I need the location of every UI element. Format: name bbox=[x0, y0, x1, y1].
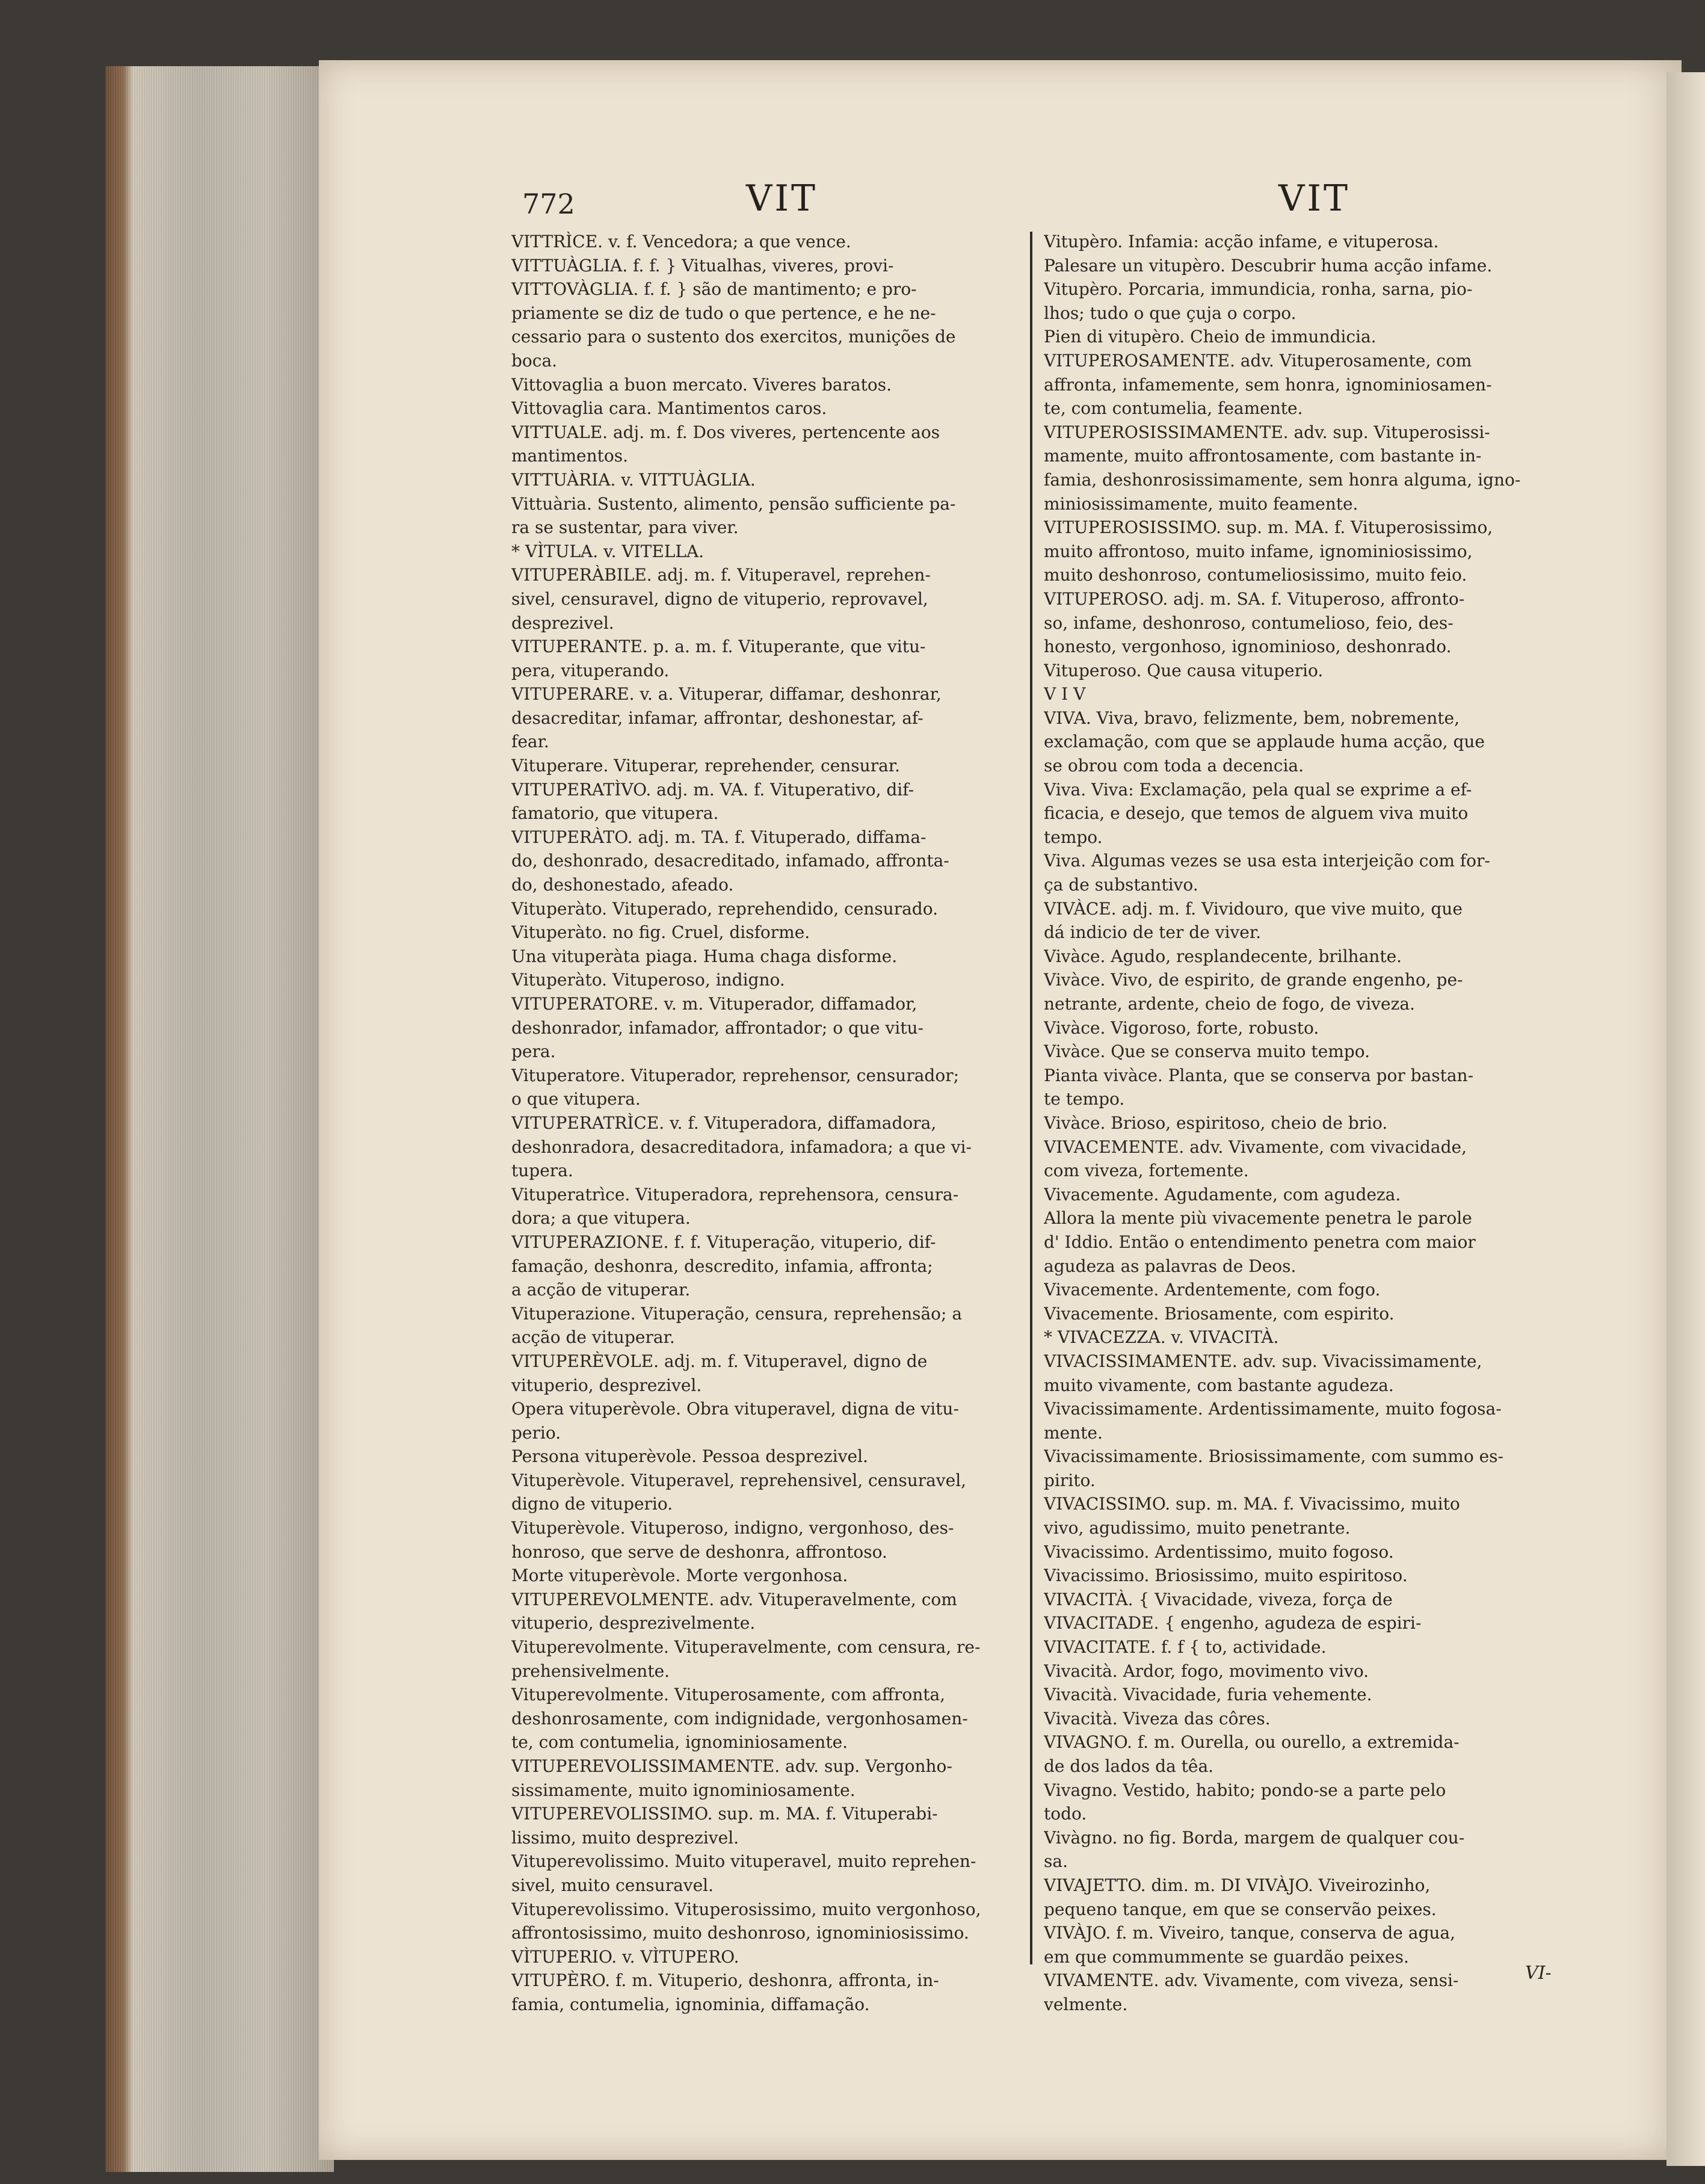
entry-line: priamente se diz de tudo o que pertence, e he ne- bbox=[511, 303, 936, 323]
entry-line: prehensivelmente. bbox=[511, 1661, 670, 1681]
running-head-right: VIT bbox=[1278, 177, 1351, 220]
entry-line: affrontosissimo, muito deshonroso, ignominiosissimo. bbox=[511, 1923, 969, 1943]
entry-line: netrante, ardente, cheio de fogo, de viveza. bbox=[1044, 994, 1415, 1014]
entry-line: Vivacemente. Briosamente, com espirito. bbox=[1044, 1303, 1395, 1324]
entry-line: Viva. Viva: Exclamação, pela qual se exprime a ef- bbox=[1044, 779, 1472, 800]
entry-line: velmente. bbox=[1044, 1994, 1128, 2014]
entry-line: pera, vituperando. bbox=[511, 660, 670, 680]
entry-line: pequeno tanque, em que se conservão peixes. bbox=[1044, 1899, 1437, 1919]
entry-line: Vituperare. Vituperar, reprehender, censurar. bbox=[511, 756, 900, 776]
entry-line: Palesare un vitupèro. Descubrir huma acção infame. bbox=[1044, 255, 1493, 276]
entry-line: famatorio, que vitupera. bbox=[511, 803, 719, 824]
entry-line: VITUPERÀTO. adj. m. TA. f. Vituperado, diffama- bbox=[511, 827, 926, 847]
entry-line: Viva. Algumas vezes se usa esta interjeição com for- bbox=[1044, 851, 1490, 871]
entry-line: VIVACITATE. f. f { to, actividade. bbox=[1044, 1637, 1327, 1658]
entry-line: VITTUÀGLIA. f. f. } Vitualhas, viveres, provi- bbox=[511, 255, 894, 276]
entry-line: Vittuària. Sustento, alimento, pensão sufficiente pa- bbox=[511, 493, 956, 514]
entry-line: exclamação, com que se applaude huma acção, que bbox=[1044, 732, 1485, 752]
entry-line: deshonradora, desacreditadora, infamadora; a que vi- bbox=[511, 1137, 972, 1157]
entry-line: Vivacissimamente. Ardentissimamente, muito fogosa- bbox=[1044, 1399, 1502, 1419]
entry-line: Vivacissimo. Ardentissimo, muito fogoso. bbox=[1044, 1541, 1394, 1562]
entry-line: do, deshonestado, afeado. bbox=[511, 875, 734, 895]
entry-line: honesto, vergonhoso, ignominioso, deshonrado. bbox=[1044, 637, 1452, 657]
entry-line: perio. bbox=[511, 1422, 561, 1443]
entry-line: VIVÀJO. f. m. Viveiro, tanque, conserva de agua, bbox=[1044, 1923, 1456, 1943]
entry-line: affronta, infamemente, sem honra, ignominiosamen- bbox=[1044, 374, 1492, 395]
column-rule bbox=[1030, 232, 1032, 1964]
entry-line: sissimamente, muito ignominiosamente. bbox=[511, 1780, 856, 1800]
entry-line: VIVACITADE. { engenho, agudeza de espiri- bbox=[1044, 1613, 1422, 1633]
entry-line: V I V bbox=[1044, 684, 1086, 705]
entry-line: Vituperatrìce. Vituperadora, reprehensora, censura- bbox=[511, 1184, 959, 1205]
entry-line: VITTUALE. adj. m. f. Dos viveres, pertencente aos bbox=[511, 422, 940, 442]
entry-line: VITUPEREVOLMENTE. adv. Vituperavelmente, com bbox=[511, 1589, 957, 1609]
entry-line: VITUPÈRO. f. m. Vituperio, deshonra, affronta, in- bbox=[511, 1970, 939, 1991]
entry-line: deshonrosamente, com indignidade, vergonhosamen- bbox=[511, 1708, 968, 1729]
entry-line: Vituperevolmente. Vituperosamente, com affronta, bbox=[511, 1685, 946, 1705]
entry-line: em que commummente se guardão peixes. bbox=[1044, 1946, 1409, 1967]
left-column bbox=[511, 230, 1023, 2017]
entry-line: Vituperevolissimo. Vituperosissimo, muito vergonhoso, bbox=[511, 1899, 981, 1919]
entry-line: Vituperàto. no fig. Cruel, disforme. bbox=[511, 922, 810, 943]
running-head-left: VIT bbox=[746, 177, 818, 220]
entry-line: Opera vituperèvole. Obra vituperavel, digna de vitu- bbox=[511, 1399, 959, 1419]
entry-line: VIVAMENTE. adv. Vivamente, com viveza, sensi- bbox=[1044, 1970, 1459, 1991]
book-fore-edge bbox=[105, 66, 334, 2172]
entry-line: Pianta vivàce. Planta, que se conserva por bastan- bbox=[1044, 1065, 1474, 1085]
entry-line: ra se sustentar, para viver. bbox=[511, 517, 739, 538]
entry-line: vituperio, desprezivelmente. bbox=[511, 1613, 756, 1633]
entry-line: Vivàce. Que se conserva muito tempo. bbox=[1044, 1041, 1370, 1062]
entry-line: honroso, que serve de deshonra, affrontoso. bbox=[511, 1541, 887, 1562]
entry-line: d' Iddio. Então o entendimento penetra com maior bbox=[1044, 1232, 1476, 1252]
entry-line: Vitupèro. Infamia: acção infame, e vituperosa. bbox=[1044, 232, 1439, 251]
entry-line: VITUPERARE. v. a. Vituperar, diffamar, deshonrar, bbox=[511, 684, 942, 705]
entry-line: VITTRÌCE. v. f. Vencedora; a que vence. bbox=[511, 232, 851, 251]
entry-line: sivel, muito censuravel. bbox=[511, 1875, 714, 1895]
entry-line: miniosissimamente, muito feamente. bbox=[1044, 493, 1358, 514]
entry-line: Vituperàto. Vituperado, reprehendido, censurado. bbox=[511, 898, 938, 919]
entry-line: Vivàce. Agudo, resplandecente, brilhante. bbox=[1044, 946, 1402, 966]
entry-line: VÌTUPERIO. v. VÌTUPERO. bbox=[511, 1946, 739, 1967]
entry-line: Vivàce. Vigoroso, forte, robusto. bbox=[1044, 1017, 1319, 1038]
entry-line: te, com contumelia, ignominiosamente. bbox=[511, 1732, 848, 1753]
entry-line: muito vivamente, com bastante agudeza. bbox=[1044, 1375, 1394, 1395]
entry-line: VIVA. Viva, bravo, felizmente, bem, nobremente, bbox=[1044, 708, 1460, 728]
entry-line: VITUPEREVOLISSIMAMENTE. adv. sup. Vergonho- bbox=[511, 1756, 952, 1776]
entry-line: VITTOVÀGLIA. f. f. } são de mantimento; e pro- bbox=[511, 279, 917, 300]
entry-line: te, com contumelia, feamente. bbox=[1044, 398, 1303, 419]
entry-line: famação, deshonra, descredito, infamia, affronta; bbox=[511, 1256, 933, 1276]
entry-line: Vivàce. Brioso, espiritoso, cheio de brio. bbox=[1044, 1112, 1388, 1133]
entry-line: Vituperàto. Vituperoso, indigno. bbox=[511, 970, 785, 990]
catchword: VI- bbox=[1525, 1963, 1552, 1984]
entry-line: Vituperevolmente. Vituperavelmente, com censura, re- bbox=[511, 1637, 981, 1658]
entry-line: Vituperevolissimo. Muito vituperavel, muito reprehen- bbox=[511, 1851, 976, 1872]
entry-line: Vivacissimamente. Briosissimamente, com summo es- bbox=[1044, 1446, 1504, 1467]
entry-line: com viveza, fortemente. bbox=[1044, 1161, 1249, 1181]
entry-line: Vituperatore. Vituperador, reprehensor, censurador; bbox=[511, 1065, 960, 1085]
entry-line: VIVACISSIMAMENTE. adv. sup. Vivacissimamente, bbox=[1044, 1351, 1482, 1371]
entry-line: agudeza as palavras de Deos. bbox=[1044, 1256, 1296, 1276]
facing-page-edge bbox=[1666, 72, 1705, 2166]
entry-line: VIVACEMENTE. adv. Vivamente, com vivacidade, bbox=[1044, 1137, 1467, 1157]
entry-line: se obrou com toda a decencia. bbox=[1044, 756, 1304, 776]
entry-line: desprezivel. bbox=[511, 612, 614, 633]
entry-line: fear. bbox=[511, 732, 549, 752]
entry-line: VITUPERATORE. v. m. Vituperador, diffamador, bbox=[511, 994, 917, 1014]
right-column bbox=[1044, 230, 1549, 2017]
entry-line: digno de vituperio. bbox=[511, 1494, 673, 1514]
entry-line: Vituperoso. Que causa vituperio. bbox=[1044, 660, 1324, 680]
entry-line: Vituperazione. Vituperação, censura, reprehensão; a bbox=[511, 1303, 963, 1324]
entry-line: tempo. bbox=[1044, 827, 1103, 847]
entry-line: Vittovaglia a buon mercato. Viveres baratos. bbox=[511, 374, 892, 395]
entry-line: pera. bbox=[511, 1041, 556, 1062]
entry-line: cessario para o sustento dos exercitos, munições de bbox=[511, 327, 956, 347]
entry-line: deshonrador, infamador, affrontador; o que vitu- bbox=[511, 1017, 923, 1038]
entry-line: vituperio, desprezivel. bbox=[511, 1375, 702, 1395]
entry-line: Vitupèro. Porcaria, immundicia, ronha, sarna, pio- bbox=[1044, 279, 1473, 300]
entry-line: lhos; tudo o que çuja o corpo. bbox=[1044, 303, 1296, 323]
entry-line: VITUPEROSO. adj. m. SA. f. Vituperoso, affronto- bbox=[1044, 588, 1465, 609]
entry-line: Vivacemente. Ardentemente, com fogo. bbox=[1044, 1280, 1381, 1300]
entry-line: VIVACISSIMO. sup. m. MA. f. Vivacissimo, muito bbox=[1044, 1494, 1460, 1514]
entry-line: VITUPERAZIONE. f. f. Vituperação, vituperio, dif- bbox=[511, 1232, 936, 1252]
entry-line: mente. bbox=[1044, 1422, 1103, 1443]
entry-line: do, deshonrado, desacreditado, infamado, affronta- bbox=[511, 851, 949, 871]
entry-line: Allora la mente più vivacemente penetra le parole bbox=[1044, 1208, 1472, 1229]
entry-line: Pien di vitupèro. Cheio de immundicia. bbox=[1044, 327, 1377, 347]
entry-line: Vituperèvole. Vituperoso, indigno, vergonhoso, des- bbox=[511, 1518, 954, 1538]
entry-line: muito deshonroso, contumeliosissimo, muito feio. bbox=[1044, 565, 1467, 585]
entry-line: VITUPEROSAMENTE. adv. Vituperosamente, com bbox=[1044, 350, 1472, 371]
entry-line: Vivacemente. Agudamente, com agudeza. bbox=[1044, 1184, 1401, 1205]
entry-line: VIVACITÀ. { Vivacidade, viveza, força de bbox=[1044, 1589, 1393, 1609]
entry-line: te tempo. bbox=[1044, 1089, 1125, 1109]
entry-line: VIVÀCE. adj. m. f. Vividouro, que vive muito, que bbox=[1044, 898, 1463, 919]
entry-line: Vivàce. Vivo, de espirito, de grande engenho, pe- bbox=[1044, 970, 1463, 990]
entry-line: sa. bbox=[1044, 1851, 1068, 1872]
entry-line: * VÌTULA. v. VITELLA. bbox=[511, 541, 705, 561]
entry-line: Vivacità. Viveza das côres. bbox=[1044, 1708, 1271, 1729]
entry-line: todo. bbox=[1044, 1804, 1087, 1824]
entry-line: sivel, censuravel, digno de vituperio, reprovavel, bbox=[511, 588, 928, 609]
entry-line: Vivagno. Vestido, habito; pondo-se a parte pelo bbox=[1044, 1780, 1446, 1800]
entry-line: VITUPEREVOLISSIMO. sup. m. MA. f. Vituperabi- bbox=[511, 1804, 938, 1824]
entry-line: VIVAGNO. f. m. Ourella, ou ourello, a extremida- bbox=[1044, 1732, 1460, 1753]
entry-line: VITUPERANTE. p. a. m. f. Vituperante, que vitu- bbox=[511, 637, 926, 657]
entry-line: so, infame, deshonroso, contumelioso, feio, des- bbox=[1044, 612, 1454, 633]
entry-line: de dos lados da têa. bbox=[1044, 1756, 1214, 1776]
entry-line: Vituperèvole. Vituperavel, reprehensivel, censuravel, bbox=[511, 1470, 967, 1490]
entry-line: VITUPEROSISSIMAMENTE. adv. sup. Vituperosissi- bbox=[1044, 422, 1490, 442]
entry-line: o que vitupera. bbox=[511, 1089, 641, 1109]
entry-line: pirito. bbox=[1044, 1470, 1096, 1490]
entry-line: Una vituperàta piaga. Huma chaga disforme. bbox=[511, 946, 898, 966]
entry-line: a acção de vituperar. bbox=[511, 1280, 691, 1300]
entry-line: VITTUÀRIA. v. VITTUÀGLIA. bbox=[511, 469, 756, 490]
entry-line: mamente, muito affrontosamente, com bastante in- bbox=[1044, 446, 1482, 466]
entry-line: Vivacissimo. Briosissimo, muito espiritoso. bbox=[1044, 1566, 1408, 1586]
entry-line: VITUPERATÌVO. adj. m. VA. f. Vituperativo, dif- bbox=[511, 779, 914, 800]
entry-line: tupera. bbox=[511, 1161, 573, 1181]
entry-line: ça de substantivo. bbox=[1044, 875, 1198, 895]
entry-line: desacreditar, infamar, affrontar, deshonestar, af- bbox=[511, 708, 923, 728]
entry-line: muito affrontoso, muito infame, ignominiosissimo, bbox=[1044, 541, 1473, 561]
entry-line: Vittovaglia cara. Mantimentos caros. bbox=[511, 398, 827, 419]
entry-line: mantimentos. bbox=[511, 446, 629, 466]
entry-line: vivo, agudissimo, muito penetrante. bbox=[1044, 1518, 1351, 1538]
entry-line: Morte vituperèvole. Morte vergonhosa. bbox=[511, 1566, 848, 1586]
entry-line: lissimo, muito desprezivel. bbox=[511, 1827, 739, 1848]
entry-line: VITUPERATRÌCE. v. f. Vituperadora, diffamadora, bbox=[511, 1112, 937, 1133]
entry-line: dá indicio de ter de viver. bbox=[1044, 922, 1262, 943]
entry-line: VITUPEROSISSIMO. sup. m. MA. f. Vituperosissimo, bbox=[1044, 517, 1493, 538]
page-number: 772 bbox=[522, 188, 575, 220]
entry-line: boca. bbox=[511, 350, 558, 371]
entry-line: Persona vituperèvole. Pessoa desprezivel. bbox=[511, 1446, 868, 1467]
entry-line: Vivàgno. no fig. Borda, margem de qualquer cou- bbox=[1044, 1827, 1465, 1848]
entry-line: famia, deshonrosissimamente, sem honra alguma, igno- bbox=[1044, 469, 1521, 490]
entry-line: famia, contumelia, ignominia, diffamação. bbox=[511, 1994, 870, 2014]
entry-line: Vivacità. Vivacidade, furia vehemente. bbox=[1044, 1685, 1372, 1705]
entry-line: VIVAJETTO. dim. m. DI VIVÀJO. Viveirozinho, bbox=[1044, 1875, 1431, 1895]
entry-line: Vivacità. Ardor, fogo, movimento vivo. bbox=[1044, 1661, 1369, 1681]
entry-line: * VIVACEZZA. v. VIVACITÀ. bbox=[1044, 1327, 1279, 1348]
entry-line: acção de vituperar. bbox=[511, 1327, 675, 1348]
entry-line: dora; a que vitupera. bbox=[511, 1208, 691, 1229]
entry-line: VITUPERÈVOLE. adj. m. f. Vituperavel, digno de bbox=[511, 1351, 928, 1371]
entry-line: VITUPERÀBILE. adj. m. f. Vituperavel, reprehen- bbox=[511, 565, 931, 585]
entry-line: ficacia, e desejo, que temos de alguem viva muito bbox=[1044, 803, 1469, 824]
